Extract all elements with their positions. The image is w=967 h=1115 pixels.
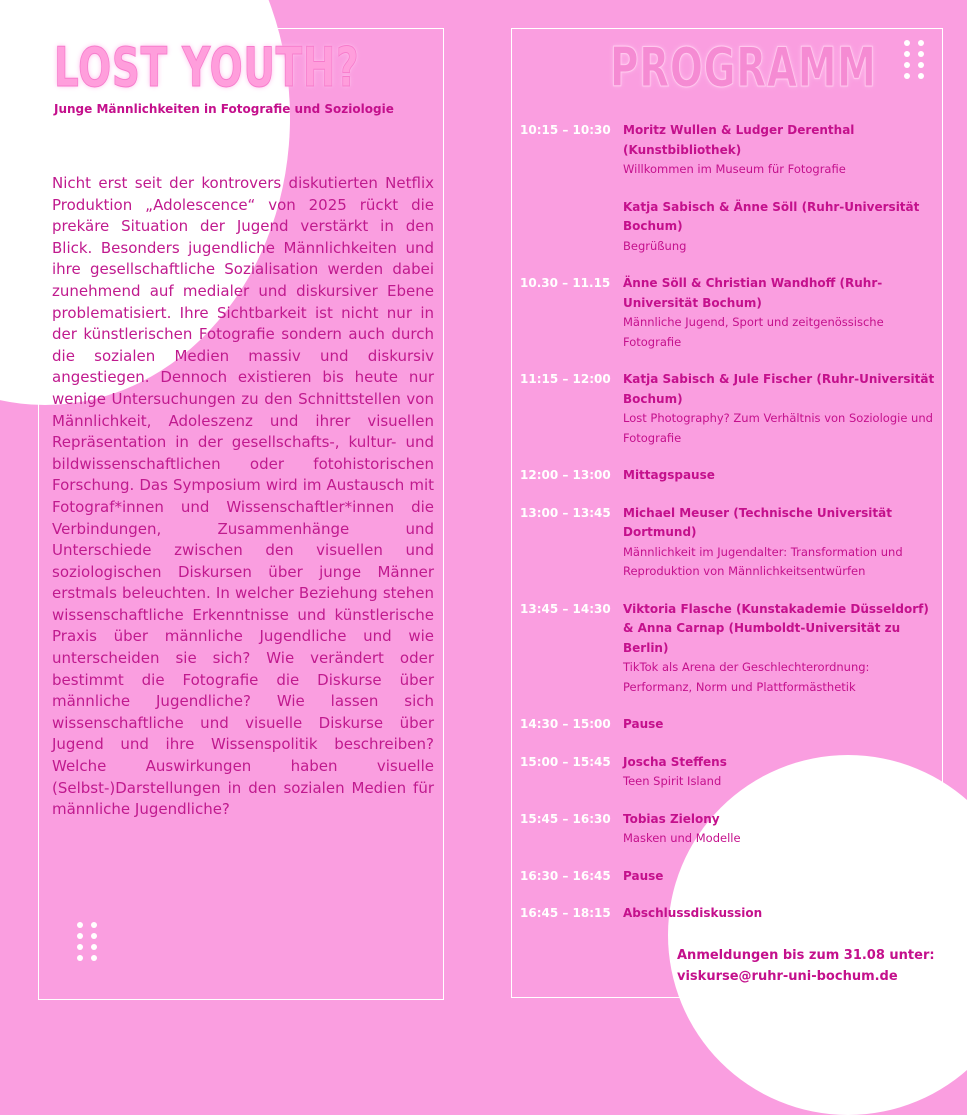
schedule-time: 14:30 – 15:00 xyxy=(520,717,611,731)
schedule-time: 11:15 – 12:00 xyxy=(520,372,611,386)
schedule-time: 16:30 – 16:45 xyxy=(520,868,611,883)
page-title: LOST YOUTH? xyxy=(54,36,360,99)
schedule-entry xyxy=(520,466,940,486)
schedule-time: 16:45 – 18:15 xyxy=(520,906,611,920)
program-title: PROGRAMM xyxy=(610,36,877,99)
schedule-speaker: Katja Sabisch & Jule Fischer (Ruhr-Universität Bochum) xyxy=(623,372,935,406)
schedule-entry xyxy=(520,600,940,698)
schedule-entry xyxy=(520,274,940,352)
schedule-time: 10.30 – 11.15 xyxy=(520,276,611,290)
schedule-description: Männliche Jugend, Sport und zeitgenössische Fotografie xyxy=(623,315,884,349)
schedule-speaker: Abschlussdiskussion xyxy=(623,906,763,920)
schedule-time: 10:15 – 10:30 xyxy=(520,123,611,137)
schedule-speaker: Tobias Zielony xyxy=(623,811,720,826)
schedule-description: Masken und Modelle xyxy=(623,831,741,845)
subtitle: Junge Männlichkeiten in Fotografie und Soziologie xyxy=(54,102,394,116)
schedule-entry xyxy=(520,904,940,924)
schedule-description: TikTok als Arena der Geschlechterordnung: Performanz, Norm und Plattformästhetik xyxy=(623,660,870,694)
program-schedule xyxy=(520,121,940,924)
schedule-speaker: Viktoria Flasche (Kunstakademie Düsseldorf) & Anna Carnap (Humboldt-Universität zu Berlin) xyxy=(623,601,929,655)
schedule-speaker: Moritz Wullen & Ludger Derenthal (Kunstbibliothek) xyxy=(623,123,855,157)
schedule-entry xyxy=(520,504,940,582)
schedule-entry xyxy=(520,715,940,735)
dots-decoration-icon xyxy=(77,922,98,961)
schedule-speaker: Michael Meuser (Technische Universität Dortmund) xyxy=(623,505,892,539)
schedule-description: Willkommen im Museum für Fotografie xyxy=(623,162,846,176)
schedule-entry xyxy=(520,121,940,180)
schedule-entry xyxy=(520,198,940,257)
registration-deadline: Anmeldungen bis zum 31.08 unter: xyxy=(677,948,935,963)
schedule-description: Männlichkeit im Jugendalter: Transformation und Reproduktion von Männlichkeitsentwürfen xyxy=(623,544,903,578)
schedule-speaker: Pause xyxy=(623,868,664,883)
schedule-description: Begrüßung xyxy=(623,238,687,253)
registration-note xyxy=(677,945,935,987)
dots-decoration-icon xyxy=(904,40,925,79)
schedule-description: Lost Photography? Zum Verhältnis von Soziologie und Fotografie xyxy=(623,411,933,445)
schedule-entry xyxy=(520,810,940,849)
schedule-time xyxy=(520,198,623,257)
schedule-speaker: Änne Söll & Christian Wandhoff (Ruhr-Universität Bochum) xyxy=(623,276,883,310)
schedule-entry xyxy=(520,370,940,448)
schedule-speaker: Joscha Steffens xyxy=(623,754,727,769)
schedule-time: 13:45 – 14:30 xyxy=(520,601,611,616)
schedule-time: 13:00 – 13:45 xyxy=(520,505,611,520)
schedule-speaker: Pause xyxy=(623,717,664,731)
schedule-entry xyxy=(520,753,940,792)
intro-text: Nicht erst seit der kontrovers diskutierten Netflix Produktion „Adolescence“ von 2025 rückt die prekäre Situation der Jugend verstärkt in den Blick. Besonders jugendliche Männlichkeiten und ihre gesellschaftliche Sozialisation werden dabei zunehmend auf medialer und diskursiver Ebene problematisiert. Ihre Sichtbarkeit ist nicht nur in der künstlerischen Fotografie sondern auch durch die sozialen Medien massiv und diskursiv angestiegen. Dennoch existieren bis heute nur wenige Untersuchungen zu den Schnittstellen von Männlichkeit, Adoleszenz und ihrer visuellen Repräsentation in der gesellschafts-, kultur- und bildwissenschaftlichen oder fotohistorischen Forschung. Das Symposium wird im Austausch mit Fotograf*innen und Wissenschaftler*innen die Verbindungen, Zusammenhänge und Unterschiede zwischen den visuellen und soziologischen Diskursen über junge Männer erstmals beleuchten. In welcher Beziehung stehen wissenschaftliche Erkenntnisse und künstlerische Praxis über männliche Jugendliche und wie unterscheiden sie sich? Wie verändert oder bestimmt die Fotografie die Diskurse über männliche Jugendliche? Wie lassen sich wissenschaftliche und visuelle Diskurse über Jugend und ihre Wissenspolitik beschreiben? Welche Auswirkungen haben visuelle (Selbst-)Darstellungen in den sozialen Medien für männliche Jugendliche? xyxy=(52,174,434,819)
schedule-speaker: Mittagspause xyxy=(623,468,715,482)
schedule-time: 15:00 – 15:45 xyxy=(520,754,611,769)
schedule-time: 15:45 – 16:30 xyxy=(520,811,611,826)
schedule-time: 12:00 – 13:00 xyxy=(520,468,611,482)
registration-email[interactable]: viskurse@ruhr-uni-bochum.de xyxy=(677,969,898,984)
schedule-speaker: Katja Sabisch & Änne Söll (Ruhr-Universität Bochum) xyxy=(623,199,920,233)
schedule-description: Teen Spirit Island xyxy=(623,774,722,788)
schedule-entry xyxy=(520,867,940,887)
